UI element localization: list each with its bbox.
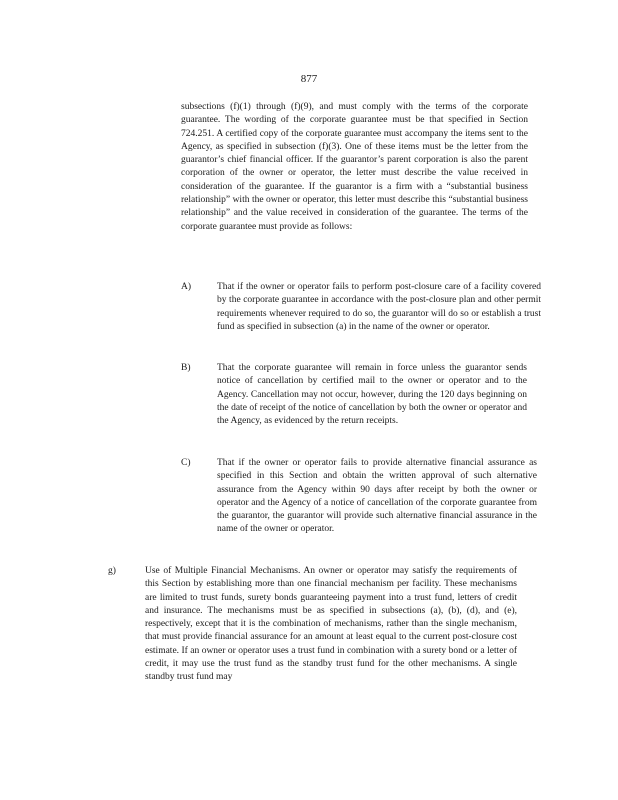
item-b-label: B) [181, 363, 191, 373]
intro-paragraph [181, 101, 528, 234]
item-b-text [217, 362, 527, 428]
page-number: 877 [300, 73, 318, 85]
item-g-text [145, 565, 517, 685]
item-c-text [217, 457, 537, 537]
item-a-text [217, 281, 541, 334]
item-a-label: A) [181, 282, 192, 292]
item-g-paragraph: Use of Multiple Financial Mechanisms. An owner or operator may satisfy the requirements of this Section by establishing more than one financial mechanism per facility. These mechanisms are limited to trust funds, surety bonds guaranteeing payment into a trust fund, letters of credit and insurance. The mechanisms must be as specified in subsections (a), (b), (d), and (e), respectively, except that it is the combination of mechanisms, rather than the single mechanism, that must provide financial assurance for an amount at least equal to the current post-closure cost estimate. If an owner or operator uses a trust fund in combination with a surety bond or a letter of credit, it may use the trust fund as the standby trust fund for the other mechanisms. A single standby trust fund may [145, 566, 517, 683]
intro-text: subsections (f)(1) through (f)(9), and must comply with the terms of the corporate guarantee. The wording of the corporate guarantee must be that specified in Section 724.251. A certified copy of the corporate guarantee must accompany the items sent to the Agency, as specified in subsection (f)(3). One of these items must be the letter from the guarantor’s chief financial officer. If the guarantor’s parent corporation is also the parent corporation of the owner or operator, the letter must describe the value received in consideration of the guarantee. If the guarantor is a firm with a “substantial business relationship” with the owner or operator, this letter must describe this “substantial business relationship” and the value received in consideration of the guarantee. The terms of the corporate guarantee must provide as follows: [181, 102, 528, 232]
item-a-paragraph: That if the owner or operator fails to perform post-closure care of a facility covered by the corporate guarantee in accordance with the post-closure plan and other permit requirements whenever required to do so, the guarantor will do so or establish a trust fund as specified in subsection (a) in the name of the owner or operator. [217, 282, 541, 332]
item-g-label: g) [108, 566, 116, 576]
item-c-paragraph: That if the owner or operator fails to provide alternative financial assurance as specified in this Section and obtain the written approval of such alternative assurance from the Agency within 90 days after receipt by both the owner or operator and the Agency of a notice of cancellation of the corporate guarantee from the guarantor, the guarantor will provide such alternative financial assurance in the name of the owner or operator. [217, 458, 537, 535]
item-b-paragraph: That the corporate guarantee will remain in force unless the guarantor sends notice of cancellation by certified mail to the owner or operator and to the Agency. Cancellation may not occur, however, during the 120 days beginning on the date of receipt of the notice of cancellation by both the owner or operator and the Agency, as evidenced by the return receipts. [217, 363, 527, 427]
item-c-label: C) [181, 458, 191, 468]
